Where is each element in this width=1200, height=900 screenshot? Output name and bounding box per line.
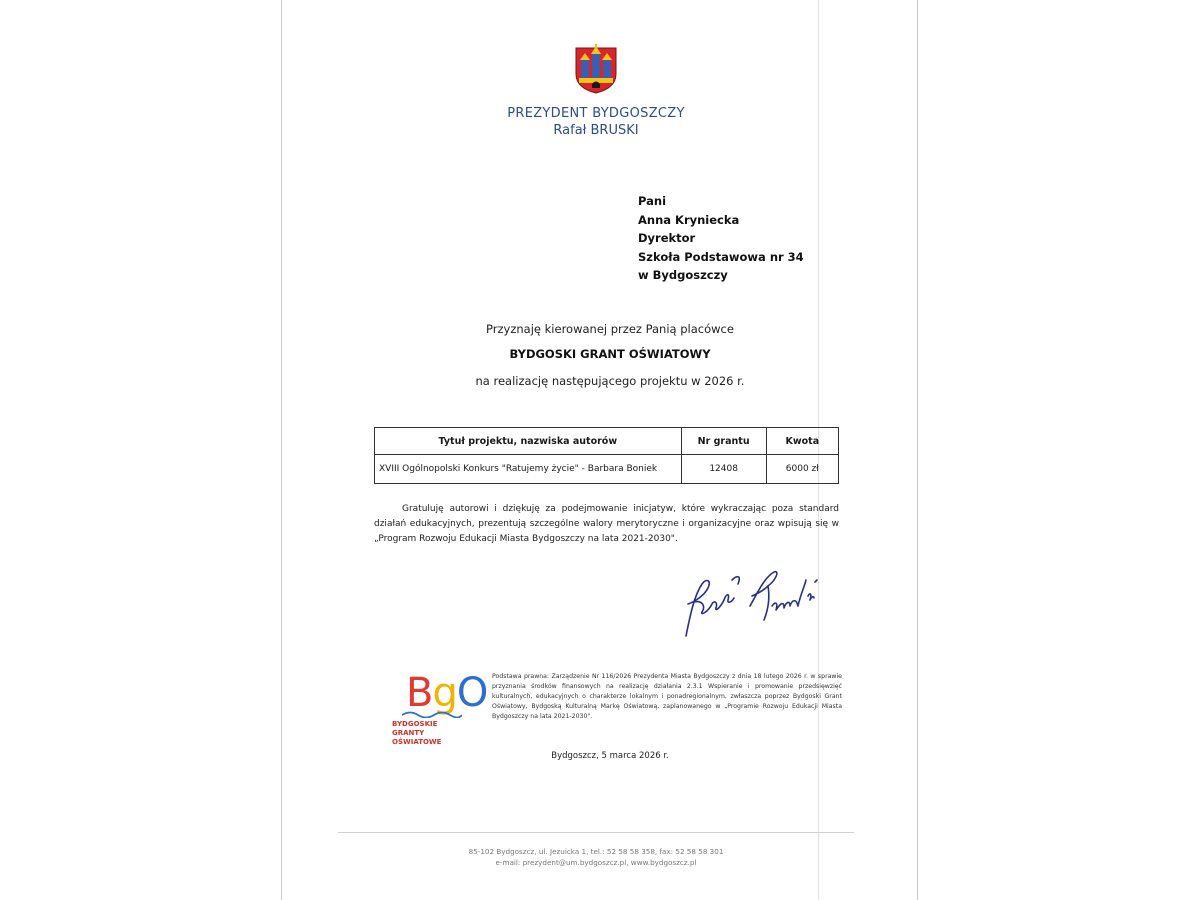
footer-address: 85-102 Bydgoszcz, ul. Jezuicka 1, tel.: 52 58 58 358, fax: 52 58 58 301 <box>468 847 724 856</box>
letterhead <box>440 106 752 138</box>
recipient-line: Anna Kryniecka <box>638 212 740 227</box>
letterhead-name: Rafał BRUSKI <box>553 123 639 138</box>
bgo-logo-letters <box>406 672 487 714</box>
bgo-logo <box>388 672 488 752</box>
footer <box>338 846 854 868</box>
congratulations-paragraph <box>374 502 839 547</box>
recipient-line: w Bydgoszczy <box>638 268 728 282</box>
city-coat-of-arms <box>574 44 618 94</box>
column-header-kwota: Kwota <box>766 428 838 455</box>
recipient-line: Pani <box>638 194 667 208</box>
legal-basis: Podstawa prawna: Zarządzenie Nr 116/2026 Prezydenta Miasta Bydgoszczy z dnia 18 lutego 2026 r. w sprawie przyznania środków finansowych na realizację działania 2.3.1 Wspieranie i promowanie przedsięwzięć kulturalnych, edukacyjnych o charakterze lokalnym i ponadregionalnym, zwłaszcza poprzez Bydgoski Grant Oświatowy, Bydgoską Kulturalną Markę Oświatową, zaplanowanego w „Programie Rozwoju Edukacji Miasta Bydgoszczy na lata 2021-2030". <box>492 673 842 720</box>
signature-image <box>672 566 832 644</box>
amount-cell: 6000 zł <box>766 455 838 484</box>
column-header-nr: Nr grantu <box>681 428 766 455</box>
page-edge-left <box>281 0 282 900</box>
recipient-block <box>638 192 804 285</box>
page-edge-right <box>917 0 918 900</box>
award-intro: Przyznaję kierowanej przez Panią placówce <box>486 322 734 336</box>
grant-table <box>374 427 839 484</box>
bgo-logo-caption <box>392 720 441 747</box>
footer-contact: e-mail: prezydent@um.bydgoszcz.pl, www.bydgoszcz.pl <box>495 858 697 867</box>
letterhead-title: PREZYDENT BYDGOSZCZY <box>507 106 685 121</box>
logo-wave-icon <box>402 710 462 718</box>
project-title-cell: XVIII Ogólnopolski Konkurs "Ratujemy życie" - Barbara Boniek <box>375 455 682 484</box>
award-scope: na realizację następującego projektu w 2026 r. <box>475 374 745 388</box>
logo-caption-line: OŚWIATOWE <box>392 738 442 746</box>
column-header-title: Tytuł projektu, nazwiska autorów <box>375 428 682 455</box>
logo-caption-line: GRANTY <box>392 729 425 737</box>
grant-title: BYDGOSKI GRANT OŚWIATOWY <box>509 347 711 361</box>
bgo-letter: g <box>432 670 457 716</box>
congratulations-text: Gratuluję autorowi i dziękuję za podejmowanie inicjatyw, które wykraczając poza standard działań edukacyjnych, prezentują szczególne walory merytoryczne i organizacyjne oraz wpisują się w „Program Rozwoju Edukacji Miasta Bydgoszczy na lata 2021-2030". <box>374 504 839 544</box>
logo-caption-line: BYDGOSKIE <box>392 720 438 728</box>
recipient-line: Dyrektor <box>638 231 696 245</box>
footer-divider <box>338 832 854 833</box>
bgo-letter: O <box>456 670 488 716</box>
table-row <box>375 455 839 484</box>
table-header-row <box>375 428 839 455</box>
place-and-date: Bydgoszcz, 5 marca 2026 r. <box>551 751 669 761</box>
bgo-letter: B <box>406 670 433 716</box>
recipient-line: Szkoła Podstawowa nr 34 <box>638 249 804 264</box>
grant-number-cell: 12408 <box>681 455 766 484</box>
